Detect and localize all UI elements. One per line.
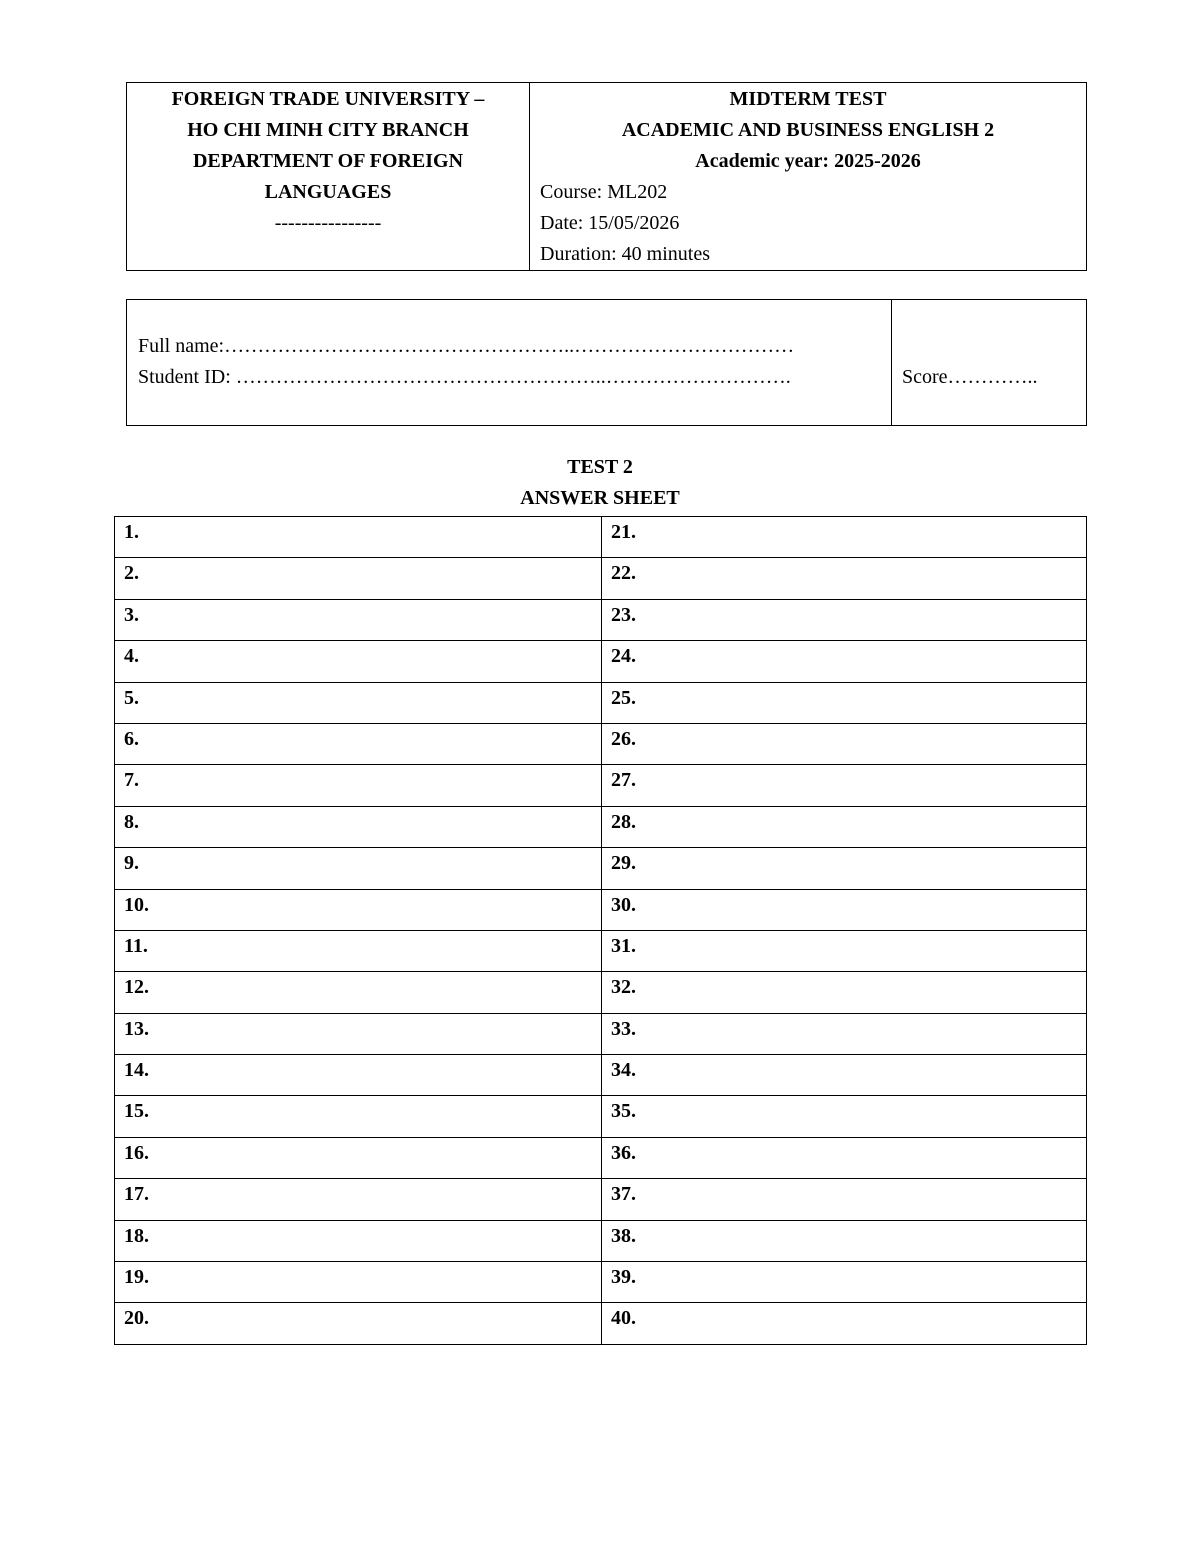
answer-row bbox=[115, 889, 1087, 930]
score-field[interactable]: Score………….. bbox=[902, 366, 1038, 388]
answer-cell[interactable]: 23. bbox=[602, 599, 1087, 640]
institution-block bbox=[127, 83, 530, 270]
full-name-field[interactable]: Full name:……………………………………………..…………………………… bbox=[138, 335, 795, 357]
answer-cell[interactable]: 35. bbox=[602, 1096, 1087, 1137]
answer-cell[interactable]: 34. bbox=[602, 1055, 1087, 1096]
score-cell bbox=[892, 300, 1086, 425]
answer-cell[interactable]: 32. bbox=[602, 972, 1087, 1013]
exam-info-block bbox=[530, 83, 1086, 271]
answer-row bbox=[115, 1096, 1087, 1137]
answer-cell[interactable]: 33. bbox=[602, 1013, 1087, 1054]
answer-row bbox=[115, 930, 1087, 971]
answer-cell[interactable]: 21. bbox=[602, 517, 1087, 558]
answer-cell[interactable]: 8. bbox=[115, 806, 602, 847]
answer-cell[interactable]: 2. bbox=[115, 558, 602, 599]
answer-row bbox=[115, 1179, 1087, 1220]
answer-cell[interactable]: 13. bbox=[115, 1013, 602, 1054]
answer-row bbox=[115, 1137, 1087, 1178]
student-info-box bbox=[126, 299, 1087, 426]
answer-table bbox=[114, 516, 1087, 1345]
answer-cell[interactable]: 37. bbox=[602, 1179, 1087, 1220]
test-label: TEST 2 bbox=[567, 456, 633, 478]
answer-cell[interactable]: 16. bbox=[115, 1137, 602, 1178]
answer-row bbox=[115, 599, 1087, 640]
answer-cell[interactable]: 20. bbox=[115, 1303, 602, 1344]
answer-cell[interactable]: 38. bbox=[602, 1220, 1087, 1261]
answer-cell[interactable]: 39. bbox=[602, 1262, 1087, 1303]
answer-row bbox=[115, 765, 1087, 806]
answer-cell[interactable]: 11. bbox=[115, 930, 602, 971]
answer-row bbox=[115, 806, 1087, 847]
answer-row bbox=[115, 972, 1087, 1013]
answer-cell[interactable]: 9. bbox=[115, 848, 602, 889]
institution-line: LANGUAGES bbox=[264, 181, 392, 203]
answer-sheet-label: ANSWER SHEET bbox=[520, 487, 680, 509]
answer-cell[interactable]: 27. bbox=[602, 765, 1087, 806]
header-box bbox=[126, 82, 1087, 271]
answer-cell[interactable]: 5. bbox=[115, 682, 602, 723]
answer-row bbox=[115, 682, 1087, 723]
exam-date: Date: 15/05/2026 bbox=[540, 212, 680, 234]
student-id-field[interactable]: Student ID: ………………………………………………..………………………. bbox=[138, 366, 791, 388]
institution-line: FOREIGN TRADE UNIVERSITY – bbox=[171, 88, 485, 110]
answer-cell[interactable]: 24. bbox=[602, 641, 1087, 682]
answer-row bbox=[115, 1303, 1087, 1344]
answer-cell[interactable]: 6. bbox=[115, 723, 602, 764]
course-code: Course: ML202 bbox=[540, 181, 668, 203]
answer-cell[interactable]: 18. bbox=[115, 1220, 602, 1261]
answer-cell[interactable]: 4. bbox=[115, 641, 602, 682]
answer-cell[interactable]: 7. bbox=[115, 765, 602, 806]
answer-cell[interactable]: 3. bbox=[115, 599, 602, 640]
answer-cell[interactable]: 29. bbox=[602, 848, 1087, 889]
answer-cell[interactable]: 19. bbox=[115, 1262, 602, 1303]
answer-cell[interactable]: 26. bbox=[602, 723, 1087, 764]
answer-row bbox=[115, 1262, 1087, 1303]
answer-row bbox=[115, 723, 1087, 764]
answer-cell[interactable]: 25. bbox=[602, 682, 1087, 723]
answer-cell[interactable]: 12. bbox=[115, 972, 602, 1013]
answer-cell[interactable]: 14. bbox=[115, 1055, 602, 1096]
institution-line: HO CHI MINH CITY BRANCH bbox=[187, 119, 469, 141]
answer-cell[interactable]: 1. bbox=[115, 517, 602, 558]
institution-line: DEPARTMENT OF FOREIGN bbox=[192, 150, 464, 172]
answer-cell[interactable]: 22. bbox=[602, 558, 1087, 599]
answer-cell[interactable]: 17. bbox=[115, 1179, 602, 1220]
answer-cell[interactable]: 10. bbox=[115, 889, 602, 930]
answer-cell[interactable]: 31. bbox=[602, 930, 1087, 971]
answer-row bbox=[115, 517, 1087, 558]
institution-divider: ---------------- bbox=[274, 212, 382, 234]
answer-cell[interactable]: 40. bbox=[602, 1303, 1087, 1344]
answer-cell[interactable]: 36. bbox=[602, 1137, 1087, 1178]
exam-duration: Duration: 40 minutes bbox=[540, 243, 710, 265]
answer-cell[interactable]: 28. bbox=[602, 806, 1087, 847]
answer-row bbox=[115, 1055, 1087, 1096]
answer-row bbox=[115, 848, 1087, 889]
answer-row bbox=[115, 558, 1087, 599]
academic-year: Academic year: 2025-2026 bbox=[695, 150, 921, 172]
answer-row bbox=[115, 641, 1087, 682]
subject-name: ACADEMIC AND BUSINESS ENGLISH 2 bbox=[621, 119, 995, 141]
answer-cell[interactable]: 30. bbox=[602, 889, 1087, 930]
sheet-title bbox=[0, 452, 1200, 514]
answer-row bbox=[115, 1013, 1087, 1054]
student-fields bbox=[127, 300, 892, 425]
answer-row bbox=[115, 1220, 1087, 1261]
test-name: MIDTERM TEST bbox=[729, 88, 887, 110]
answer-cell[interactable]: 15. bbox=[115, 1096, 602, 1137]
